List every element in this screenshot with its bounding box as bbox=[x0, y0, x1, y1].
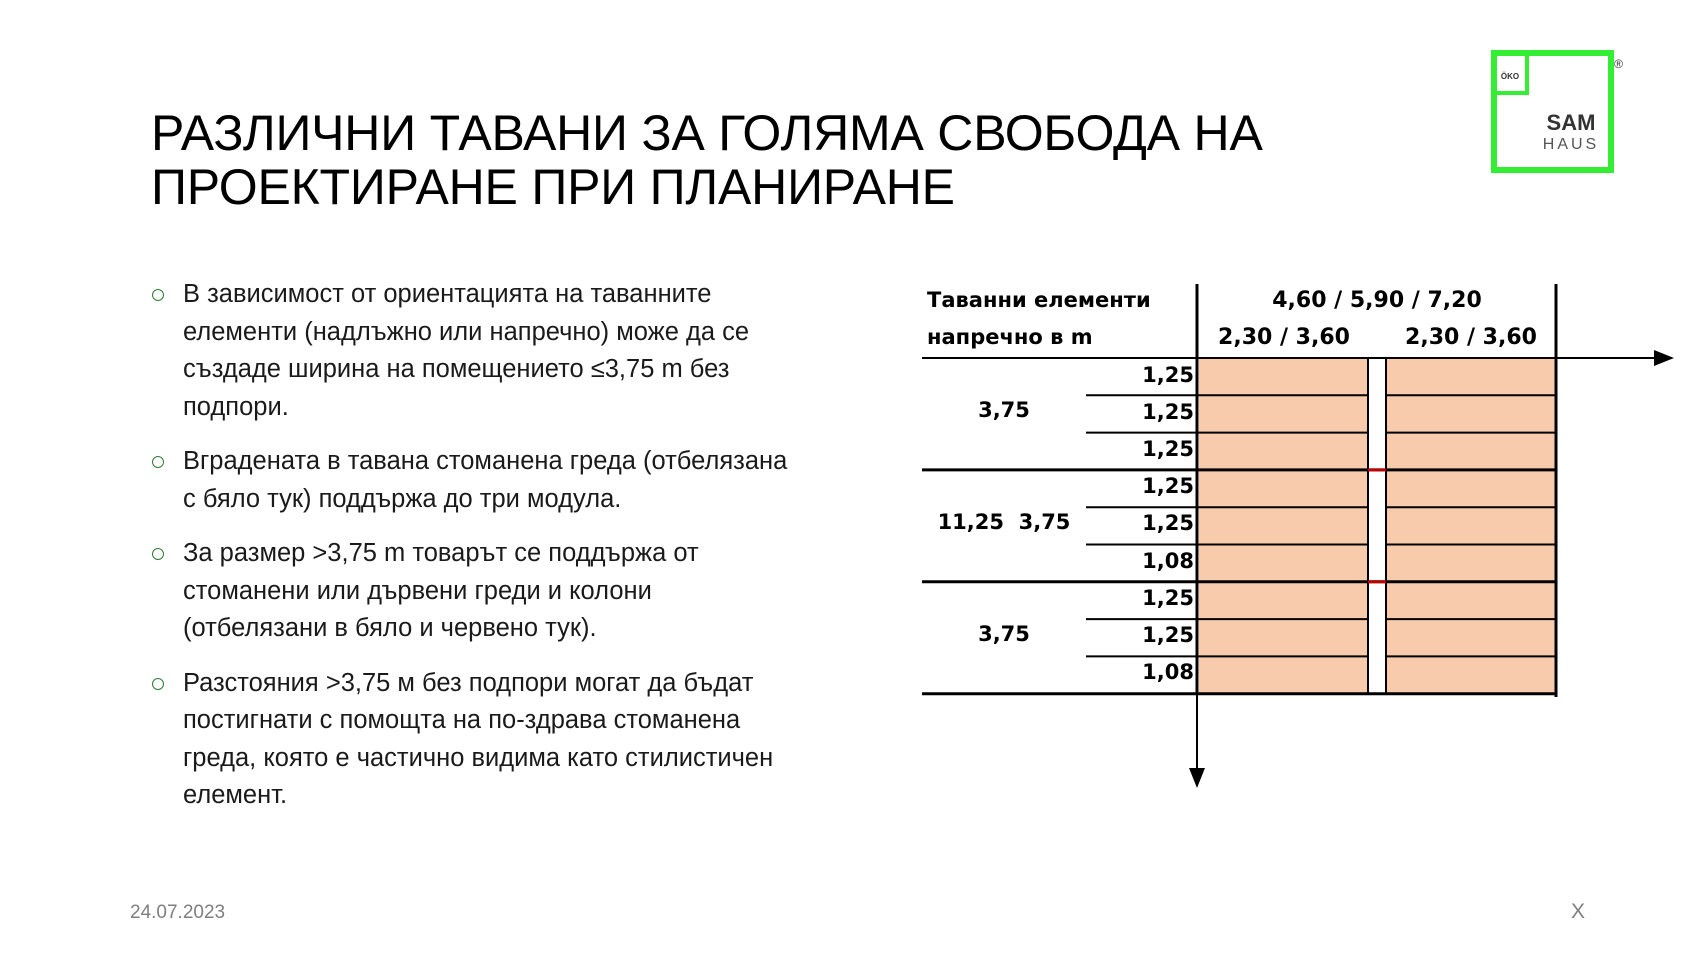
bullet-line: Вградената в тавана стоманена греда (отбелязана bbox=[183, 447, 788, 475]
row-value: 1,08 bbox=[1142, 660, 1194, 684]
logo-small-text: ÖKO bbox=[1500, 72, 1520, 81]
bullet-line: (отбелязани в бяло и червено тук). bbox=[183, 614, 597, 642]
row-value: 1,25 bbox=[1142, 474, 1194, 498]
bullet-line: греда, която е частично видима като стилистичен bbox=[183, 743, 774, 772]
bullet-line: постигнати с помощта на по-здрава стоманена bbox=[183, 706, 741, 734]
bullet-line: елемент. bbox=[183, 781, 288, 809]
row-value: 1,25 bbox=[1142, 511, 1194, 535]
footer-page-marker: X bbox=[1571, 900, 1586, 923]
bullet-line: В зависимост от ориентацията на таванните bbox=[183, 280, 712, 308]
group-labels bbox=[938, 398, 1071, 646]
diagram-header-line-1: Таванни елементи bbox=[927, 288, 1151, 312]
bullet-line: За размер >3,75 m товарът се поддържа от bbox=[183, 539, 699, 567]
logo-brand-top: SAM bbox=[1546, 110, 1596, 135]
panel-block-left bbox=[1199, 358, 1368, 694]
slide-title-line-1: РАЗЛИЧНИ ТАВАНИ ЗА ГОЛЯМА СВОБОДА НА bbox=[151, 105, 1263, 161]
steel-beam bbox=[1368, 358, 1386, 694]
row-value: 1,25 bbox=[1142, 363, 1194, 387]
bullet-line: Разстояния >3,75 м без подпори могат да бъдат bbox=[183, 668, 754, 697]
bullet-line: с бяло тук) поддържа до три модула. bbox=[183, 484, 622, 513]
group-label: 11,25 3,75 bbox=[937, 510, 1071, 534]
diagram-col-span-1: 2,30 / 3,60 bbox=[1218, 325, 1350, 350]
bullet-line: подпори. bbox=[183, 392, 289, 421]
diagram-col-span-2: 2,30 / 3,60 bbox=[1405, 325, 1537, 350]
row-value: 1,25 bbox=[1142, 400, 1194, 424]
bullet-line: създаде ширина на помещението ≤3,75 m без bbox=[183, 355, 730, 383]
logo-brand-bottom: HAUS bbox=[1542, 136, 1600, 153]
diagram-top-span: 4,60 / 5,90 / 7,20 bbox=[1272, 288, 1482, 313]
diagram-header-line-2: напречно в m bbox=[927, 325, 1093, 349]
bullet-line: стоманени или дървени греди и колони bbox=[183, 576, 652, 605]
bullet-line: елементи (надлъжно или напречно) може да се bbox=[183, 317, 750, 346]
group-label: 3,75 bbox=[978, 398, 1030, 422]
row-value: 1,25 bbox=[1142, 586, 1194, 610]
group-label: 3,75 bbox=[978, 622, 1030, 646]
row-values bbox=[1142, 363, 1194, 684]
ceiling-panels bbox=[1199, 358, 1555, 694]
row-value: 1,25 bbox=[1142, 623, 1194, 647]
slide-title-line-2: ПРОЕКТИРАНЕ ПРИ ПЛАНИРАНЕ bbox=[151, 159, 955, 215]
row-value: 1,08 bbox=[1142, 549, 1194, 573]
logo-registered-mark: ® bbox=[1614, 57, 1623, 71]
footer-date: 24.07.2023 bbox=[130, 902, 226, 923]
row-value: 1,25 bbox=[1142, 437, 1194, 461]
panel-block-right bbox=[1386, 358, 1555, 694]
